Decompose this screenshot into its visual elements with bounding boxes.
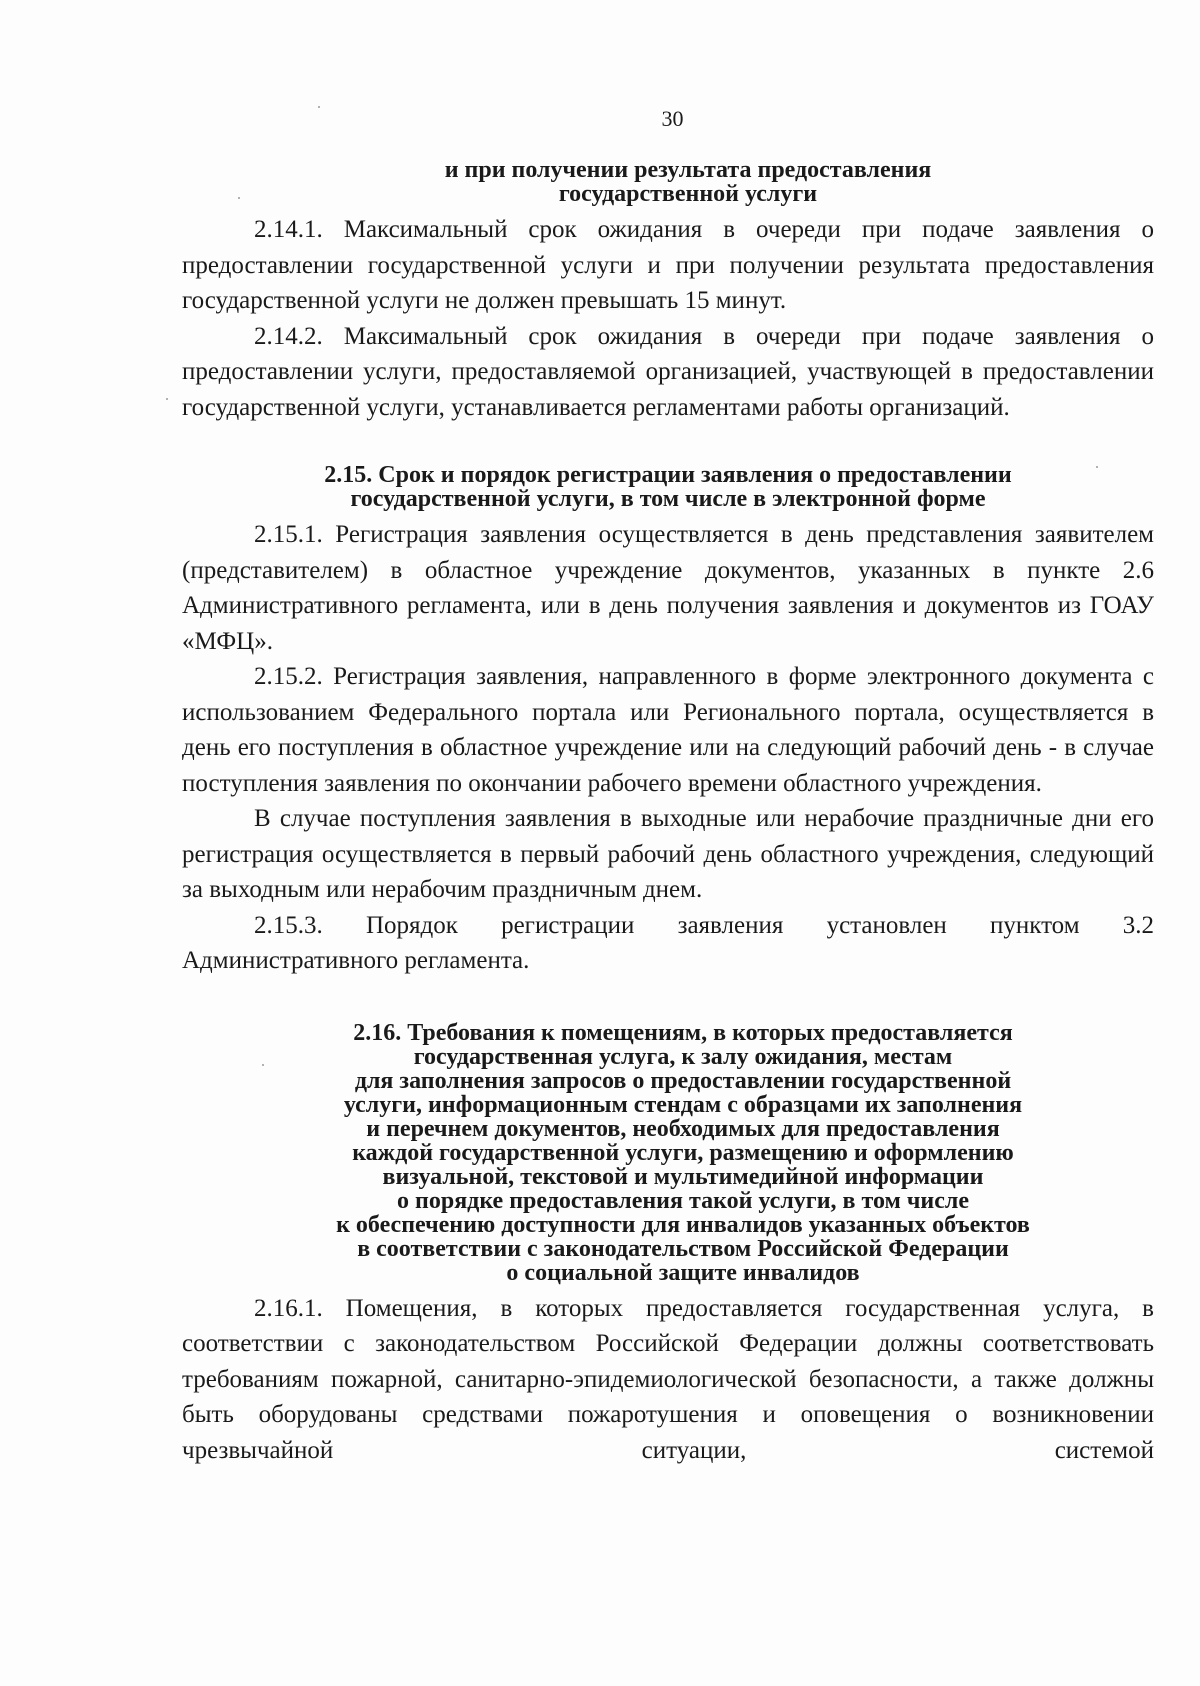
- heading-line: услуги, информационным стендам с образцами их заполнения: [343, 1091, 1023, 1118]
- heading-line: государственной услуги: [558, 181, 818, 207]
- heading-line: 2.16. Требования к помещениям, в которых предоставляется: [353, 1019, 1013, 1046]
- paragraph-2-15-3: 2.15.3. Порядок регистрации заявления установлен пунктом 3.2 Административного регламента.: [182, 911, 1154, 974]
- paragraph-2-15-1: 2.15.1. Регистрация заявления осуществляется в день представления заявителем (представителем) в областное учреждение документов, указанных в пункте 2.6 Административного регламента, или в день получения заявления и документов из ГОАУ «МФЦ».: [182, 521, 1154, 655]
- heading-line: визуальной, текстовой и мультимедийной информации: [382, 1163, 984, 1190]
- scan-speck: [1096, 466, 1098, 468]
- heading-line: к обеспечению доступности для инвалидов указанных объектов: [336, 1211, 1030, 1238]
- heading-line: для заполнения запросов о предоставлении государственной: [354, 1067, 1012, 1094]
- heading-line: государственной услуги, в том числе в электронной форме: [350, 486, 986, 512]
- scan-speck: [238, 197, 240, 199]
- section-heading-2-15: [182, 463, 1154, 511]
- heading-line: в соответствии с законодательством Российской Федерации: [357, 1235, 1009, 1262]
- page-number: 30: [661, 106, 684, 131]
- paragraph-2-14-1: 2.14.1. Максимальный срок ожидания в очереди при подаче заявления о предоставлении государственной услуги и при получении результата предоставления государственной услуги не должен превышать 15 минут.: [182, 216, 1154, 314]
- scan-speck: [262, 1064, 264, 1066]
- scan-speck: [166, 398, 168, 400]
- heading-line: каждой государственной услуги, размещению и оформлению: [352, 1139, 1014, 1166]
- paragraph-2-14-2: 2.14.2. Максимальный срок ожидания в очереди при подаче заявления о предоставлении услуги, предоставляемой организацией, участвующей в предоставлении государственной услуги, устанавливается регламентами работы организаций.: [182, 322, 1154, 421]
- paragraph-2-16-1: 2.16.1. Помещения, в которых предоставляется государственная услуга, в соответствии с законодательством Российской Федерации должны соответствовать требованиям пожарной, санитарно-эпидемиологической безопасности, а также должны быть оборудованы средствами пожаротушения и оповещения о возникновении чрезвычайной ситуации, системой: [182, 1294, 1154, 1464]
- section-heading-continuation: [222, 158, 1154, 206]
- heading-line: и при получении результата предоставления: [444, 157, 932, 183]
- paragraph-2-15-2-continuation: В случае поступления заявления в выходные или нерабочие праздничные дни его регистрация осуществляется в первый рабочий день областного учреждения, следующий за выходным или нерабочим праздничным днем.: [182, 805, 1154, 903]
- scan-speck: [318, 106, 320, 108]
- paragraph-2-15-2: 2.15.2. Регистрация заявления, направленного в форме электронного документа с использованием Федерального портала или Регионального портала, осуществляется в день его поступления в областное учреждение или на следующий рабочий день - в случае поступления заявления по окончании рабочего времени областного учреждения.: [182, 663, 1154, 797]
- page-content: [182, 158, 1154, 1468]
- heading-line: о социальной защите инвалидов: [506, 1259, 860, 1286]
- heading-line: 2.15. Срок и порядок регистрации заявления о предоставлении: [324, 462, 1012, 488]
- heading-line: о порядке предоставления такой услуги, в том числе: [397, 1187, 969, 1214]
- section-heading-2-16: [182, 1021, 1154, 1285]
- heading-line: государственная услуга, к залу ожидания, местам: [413, 1043, 953, 1070]
- heading-line: и перечнем документов, необходимых для предоставления: [366, 1115, 1000, 1142]
